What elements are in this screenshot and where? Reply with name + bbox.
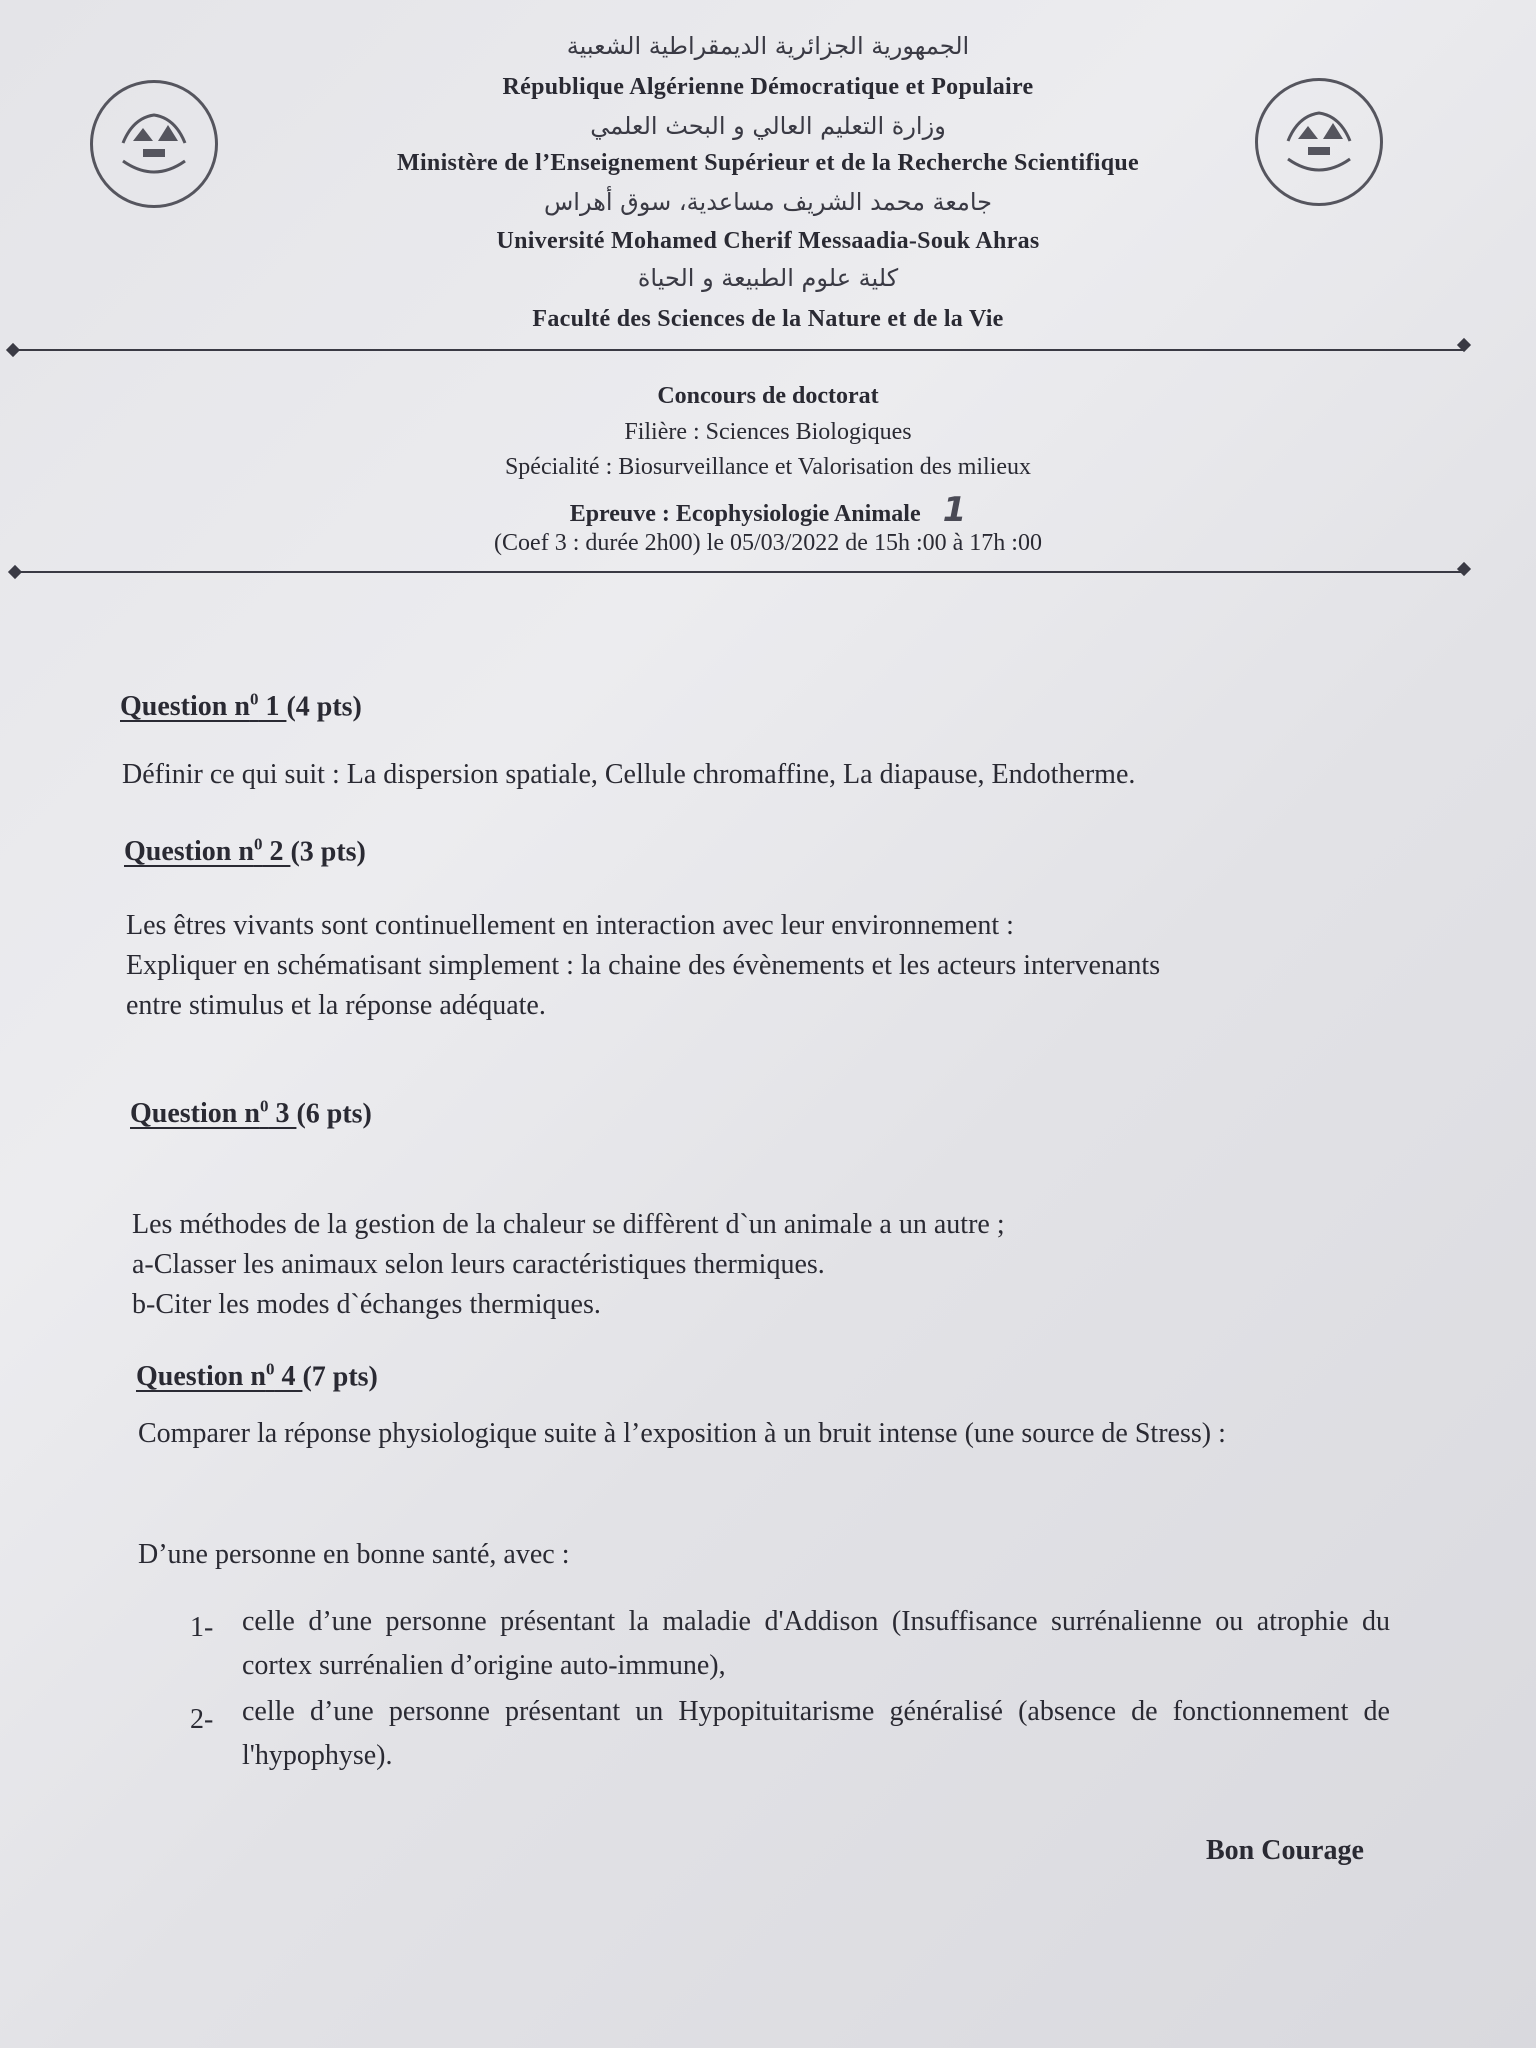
question-3-line-1: Les méthodes de la gestion de la chaleur se diffèrent d`un animale a un autre ;	[132, 1209, 1005, 1240]
question-1-points: (4 pts)	[286, 691, 362, 723]
question-4-intro: Comparer la réponse physiologique suite à l’exposition à un bruit intense (une source de Stress) :	[138, 1418, 1226, 1449]
question-1-text: Définir ce qui suit : La dispersion spatiale, Cellule chromaffine, La diapause, Endotherme.	[122, 759, 1136, 790]
item-2-text: celle d’une personne présentant un Hypopituitarisme généralisé (absence de fonctionnement de l'hypophyse).	[242, 1696, 1390, 1771]
republic-name: République Algérienne Démocratique et Populaire	[502, 74, 1034, 100]
exam-details: (Coef 3 : durée 2h00) le 05/03/2022 de 15h :00 à 17h :00	[494, 530, 1042, 556]
question-2-line-1: Les êtres vivants sont continuellement en interaction avec leur environnement :	[126, 910, 1014, 941]
ministry-name: Ministère de l’Enseignement Supérieur et de la Recherche Scientifique	[397, 150, 1139, 176]
item-1-number: 1-	[190, 1612, 214, 1643]
question-2-heading: Question $n^0$ 2 (3 pts)	[124, 835, 366, 868]
exam-specialite: Spécialité : Biosurveillance et Valorisation des milieux	[504, 454, 1032, 480]
faculty-name: Faculté des Sciences de la Nature et de la Vie	[532, 306, 1004, 332]
question-3-points: (6 pts)	[296, 1098, 372, 1130]
item-2-number: 2-	[190, 1704, 214, 1735]
question-3-heading: Question $n^0$ 3 (6 pts)	[130, 1097, 372, 1130]
question-4-heading: Question $n^0$ 4 (7 pts)	[136, 1360, 378, 1393]
arabic-ministry-name: وزارة التعليم العالي و البحث العلمي	[590, 112, 946, 140]
exam-title: Concours de doctorat	[657, 383, 879, 409]
question-1-heading: Question $n^0$ 1 (4 pts)	[120, 690, 362, 723]
header-divider	[14, 349, 1464, 351]
rule-end-marker	[1457, 562, 1471, 576]
question-2-line-2: Expliquer en schématisant simplement : la chaine des évènements et les acteurs intervenants	[126, 950, 1161, 981]
question-4-lead: D’une personne en bonne santé, avec :	[138, 1539, 570, 1570]
exam-epreuve-line	[0, 490, 1536, 530]
question-3-line-2: a-Classer les animaux selon leurs caractéristiques thermiques.	[132, 1249, 825, 1280]
sheet-number: 1	[942, 490, 967, 530]
exam-filiere: Filière : Sciences Biologiques	[624, 419, 912, 445]
item-1-text: celle d’une personne présentant la maladie d'Addison (Insuffisance surrénalienne ou atrophie du cortex surrénalien d’origine auto-immune),	[242, 1606, 1390, 1681]
question-2-line-3: entre stimulus et la réponse adéquate.	[126, 990, 546, 1021]
question-2-points: (3 pts)	[290, 836, 366, 868]
closing-text: Bon Courage	[1206, 1835, 1364, 1866]
exam-epreuve: Epreuve : Ecophysiologie Animale	[569, 501, 921, 527]
question-3-line-3: b-Citer les modes d`échanges thermiques.	[132, 1289, 601, 1320]
arabic-university-name: جامعة محمد الشريف مساعدية، سوق أهراس	[543, 188, 993, 216]
arabic-faculty-name: كلية علوم الطبيعة و الحياة	[637, 264, 899, 292]
arabic-republic-name: الجمهورية الجزائرية الديمقراطية الشعبية	[566, 32, 970, 60]
exam-info-divider	[16, 571, 1464, 573]
question-4-points: (7 pts)	[302, 1361, 378, 1393]
university-name: Université Mohamed Cherif Messaadia-Souk Ahras	[496, 228, 1040, 254]
